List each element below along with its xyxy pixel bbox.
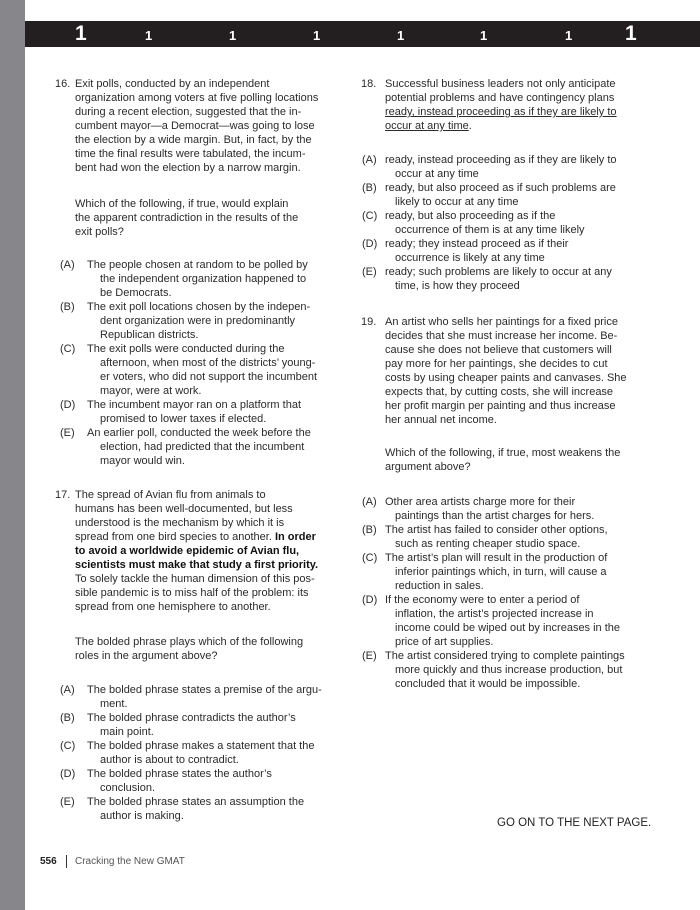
- choice-letter: (C): [362, 552, 378, 564]
- text-line: The bolded phrase plays which of the following: [75, 636, 304, 648]
- choice-letter: (B): [60, 301, 75, 313]
- choice-text-line: concluded that it would be impossible.: [395, 678, 581, 690]
- choice-letter: (A): [60, 684, 75, 696]
- text-line: bent had won the election by a narrow margin.: [75, 162, 301, 174]
- choice-text-line: likely to occur at any time: [395, 196, 519, 208]
- choice-text-line: time, is how they proceed: [395, 280, 520, 292]
- choice-letter: (A): [362, 154, 377, 166]
- choice-text-line: price of art supplies.: [395, 636, 494, 648]
- text-line: Which of the following, if true, would explain: [75, 198, 289, 210]
- text-line: time the final results were tabulated, the incum-: [75, 148, 306, 160]
- section-marker: 1: [625, 22, 637, 45]
- text-line: the apparent contradiction in the results of the: [75, 212, 299, 224]
- choice-text-line: more quickly and thus increase production, but: [395, 664, 623, 676]
- text-line: during a recent election, suggested that the in-: [75, 106, 302, 118]
- choice-text-line: An earlier poll, conducted the week before the: [87, 427, 311, 439]
- section-marker: 1: [397, 28, 405, 43]
- text-line: sible pandemic is to miss half of the problem: its: [75, 587, 309, 599]
- choice-text-line: the independent organization happened to: [100, 273, 307, 285]
- section-marker: 1: [229, 28, 237, 43]
- text-line: humans has been well-documented, but less: [75, 503, 293, 515]
- text-line: Exit polls, conducted by an independent: [75, 78, 270, 90]
- choice-letter: (A): [60, 259, 75, 271]
- text-line: the election by a wide margin. But, in fact, by the: [75, 134, 312, 146]
- choice-text-line: paintings than the artist charges for hers.: [395, 510, 595, 522]
- choice-text-line: occurrence of them is at any time likely: [395, 224, 585, 236]
- section-marker: 1: [313, 28, 321, 43]
- text-line: Which of the following, if true, most weakens the: [385, 447, 621, 459]
- question-stem: [75, 488, 318, 614]
- section-header-band: [25, 21, 700, 47]
- choice-text-line: promised to lower taxes if elected.: [100, 413, 267, 425]
- choice-text-line: The exit polls were conducted during the: [87, 343, 285, 355]
- choice-letter: (C): [60, 740, 76, 752]
- choice-text-line: mayor would win.: [100, 455, 185, 467]
- book-title: Cracking the New GMAT: [75, 856, 185, 867]
- footer-divider: [66, 855, 67, 868]
- question-number: 19.: [361, 316, 377, 328]
- question-prompt: [385, 446, 620, 474]
- choice-letter: (D): [60, 399, 76, 411]
- choice-text-line: The people chosen at random to be polled by: [87, 259, 308, 271]
- choice-letter: (E): [362, 650, 377, 662]
- choice-text-line: afternoon, when most of the districts’ young-: [100, 357, 316, 369]
- choice-text-line: er voters, who did not support the incumbent: [100, 371, 318, 383]
- choice-text-line: The bolded phrase contradicts the author’s: [87, 712, 296, 724]
- choice-letter: (D): [60, 768, 76, 780]
- underlined-phrase: ready, instead proceeding as if they are likely to: [385, 106, 617, 118]
- choice-text-line: ready, but also proceeding as if the: [385, 210, 556, 222]
- choice-text-line: The artist has failed to consider other options,: [385, 524, 608, 536]
- choice-text-line: ready; they instead proceed as if their: [385, 238, 569, 250]
- choice-text-line: ready, instead proceeding as if they are likely to: [385, 154, 617, 166]
- text-line: understood is the mechanism by which it is: [75, 517, 285, 529]
- choice-text-line: inflation, the artist’s projected increase in: [395, 608, 594, 620]
- choice-letter: (D): [362, 594, 378, 606]
- bold-phrase: scientists must make that study a first priority.: [75, 559, 319, 571]
- choice-text-line: author is making.: [100, 810, 184, 822]
- text-line: spread from one hemisphere to another.: [75, 601, 271, 613]
- question-stem: [385, 315, 627, 427]
- question-number: 16.: [55, 78, 71, 90]
- text-line: cumbent mayor—a Democrat—was going to lose: [75, 120, 315, 132]
- text-line: costs by using cheaper paints and canvases. She: [385, 372, 627, 384]
- choice-text-line: The bolded phrase makes a statement that the: [87, 740, 315, 752]
- choice-letter: (C): [60, 343, 76, 355]
- choice-text-line: ready; such problems are likely to occur at any: [385, 266, 612, 278]
- go-on-notice: GO ON TO THE NEXT PAGE.: [497, 817, 652, 829]
- text-line: exit polls?: [75, 226, 124, 238]
- choice-text-line: The exit poll locations chosen by the indepen-: [87, 301, 311, 313]
- choice-text-line: author is about to contradict.: [100, 754, 239, 766]
- bold-phrase: to avoid a worldwide epidemic of Avian flu,: [75, 545, 300, 557]
- choice-text-line: The bolded phrase states an assumption the: [87, 796, 305, 808]
- choice-text-line: income could be wiped out by increases in the: [395, 622, 621, 634]
- choice-text-line: mayor, were at work.: [100, 385, 202, 397]
- choice-text-line: Other area artists charge more for their: [385, 496, 576, 508]
- choice-text-line: conclusion.: [100, 782, 156, 794]
- choice-letter: (E): [60, 427, 75, 439]
- bold-phrase: In order: [274, 531, 316, 543]
- question-number: 17.: [55, 489, 71, 501]
- choice-text-line: The incumbent mayor ran on a platform that: [87, 399, 301, 411]
- text-line: roles in the argument above?: [75, 650, 218, 662]
- text-line: The spread of Avian flu from animals to: [75, 489, 266, 501]
- choice-letter: (C): [362, 210, 378, 222]
- choice-text-line: such as renting cheaper studio space.: [395, 538, 581, 550]
- text-segment: .: [468, 120, 472, 132]
- text-line: To solely tackle the human dimension of this pos-: [75, 573, 315, 585]
- choice-text-line: ready, but also proceed as if such problems are: [385, 182, 616, 194]
- choice-text-line: main point.: [100, 726, 154, 738]
- text-line: expects that, by cutting costs, she will increase: [385, 386, 614, 398]
- choice-text-line: be Democrats.: [100, 287, 172, 299]
- text-line: [75, 544, 318, 558]
- text-line: argument above?: [385, 461, 471, 473]
- text-line: her annual net income.: [385, 414, 497, 426]
- question-number: 18.: [361, 78, 377, 90]
- section-marker: 1: [75, 22, 87, 45]
- choice-text-line: The artist considered trying to complete paintings: [385, 650, 625, 662]
- question-stem: [75, 77, 318, 175]
- question-stem: [385, 77, 617, 133]
- choice-text-line: Republican districts.: [100, 329, 199, 341]
- choice-text-line: ment.: [100, 698, 128, 710]
- text-line: [385, 119, 617, 133]
- text-line: her profit margin per painting and thus increase: [385, 400, 616, 412]
- choice-text-line: election, had predicted that the incumbent: [100, 441, 305, 453]
- text-line: [75, 530, 318, 544]
- choice-letter: (A): [362, 496, 377, 508]
- choice-letter: (E): [362, 266, 377, 278]
- text-line: decides that she must increase her income. Be-: [385, 330, 618, 342]
- page-number: 556: [40, 856, 57, 867]
- text-segment: spread from one bird species to another.: [75, 531, 275, 543]
- choice-text-line: occurrence is likely at any time: [395, 252, 545, 264]
- choice-text-line: The bolded phrase states the author’s: [87, 768, 272, 780]
- choice-text-line: occur at any time: [395, 168, 479, 180]
- section-marker: 1: [480, 28, 488, 43]
- choice-text-line: The artist’s plan will result in the production of: [385, 552, 608, 564]
- choice-text-line: If the economy were to enter a period of: [385, 594, 580, 606]
- choice-letter: (B): [362, 524, 377, 536]
- choice-text-line: dent organization were in predominantly: [100, 315, 296, 327]
- text-line: [385, 105, 617, 119]
- text-line: pay more for her paintings, she decides to cut: [385, 358, 608, 370]
- question-prompt: [75, 635, 303, 663]
- choice-text-line: reduction in sales.: [395, 580, 484, 592]
- choice-text-line: The bolded phrase states a premise of the argu-: [87, 684, 322, 696]
- section-marker: 1: [565, 28, 573, 43]
- underlined-phrase: occur at any time: [385, 120, 469, 132]
- text-line: Successful business leaders not only anticipate: [385, 78, 616, 90]
- question-prompt: [75, 197, 298, 239]
- page-edge-tab: [0, 0, 25, 910]
- text-line: [75, 558, 318, 572]
- choice-letter: (D): [362, 238, 378, 250]
- text-line: An artist who sells her paintings for a fixed price: [385, 316, 618, 328]
- text-line: organization among voters at five polling locations: [75, 92, 319, 104]
- text-line: cause she does not believe that customers will: [385, 344, 612, 356]
- choice-letter: (B): [60, 712, 75, 724]
- choice-letter: (B): [362, 182, 377, 194]
- text-line: potential problems and have contingency plans: [385, 92, 615, 104]
- section-marker: 1: [145, 28, 153, 43]
- choice-letter: (E): [60, 796, 75, 808]
- choice-text-line: inferior paintings which, in turn, will cause a: [395, 566, 607, 578]
